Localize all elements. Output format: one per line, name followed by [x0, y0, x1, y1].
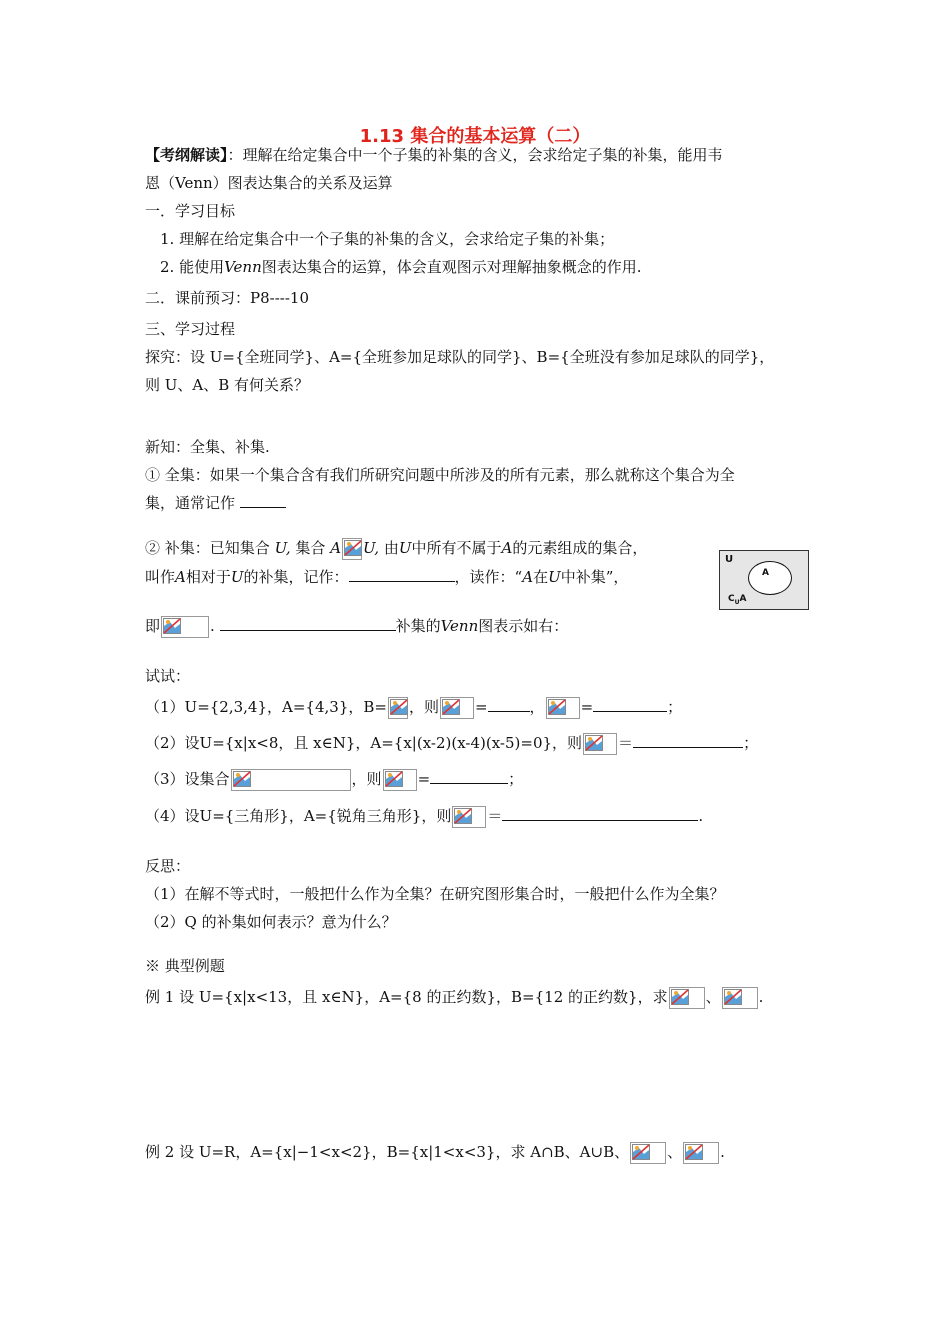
- explore-line-2: 则 U、A、B 有何关系？: [145, 376, 310, 394]
- quanji-line-2-text: 集，通常记作: [145, 494, 236, 512]
- dianxing-heading: ※ 典型例题: [145, 957, 225, 975]
- section3-heading: 三、学习过程: [145, 320, 236, 338]
- venn-u-label: U: [725, 554, 734, 565]
- buji-line-2: [145, 567, 628, 587]
- buji2-text-e: 的补集，记作：: [243, 568, 349, 586]
- objective-2-venn: Venn: [224, 258, 262, 276]
- q2-text: U={x|x<8，且 x∈N}，A={x|(x-2)(x-4)(x-5)=0}，则: [199, 734, 583, 752]
- complement-image-placeholder: [161, 616, 209, 638]
- q3-set-image: [231, 769, 351, 791]
- section2-heading: 二．课前预习：P8----10: [145, 289, 309, 307]
- objective-2: [160, 257, 642, 277]
- buji2-text-f: ，读作：“: [454, 568, 523, 586]
- ex2-sep: 、: [667, 1143, 683, 1161]
- q4-blank[interactable]: [502, 806, 698, 821]
- try-q2: [145, 733, 758, 755]
- buji2-text-a: 叫作: [145, 568, 176, 586]
- buji2-a2: A: [522, 568, 534, 586]
- buji2-u2: U: [548, 568, 561, 586]
- kaogang-label: 【考纲解读】: [145, 146, 228, 164]
- q1-a: A={4,3}，: [282, 698, 364, 716]
- q3-expr-image: [383, 769, 417, 791]
- venn-diagram: [719, 550, 809, 610]
- fansi-heading: 反思：: [145, 857, 191, 875]
- buji-text-a: ② 补集：已知集合: [145, 539, 270, 557]
- q1-b-image: [388, 697, 408, 719]
- try-q1: [145, 697, 682, 719]
- q1-end: ；: [667, 698, 683, 716]
- q1-num: （1）: [145, 698, 185, 716]
- q4-eq: ＝: [487, 807, 503, 825]
- ex1-expr2-image: [722, 987, 758, 1009]
- buji-u3: U: [398, 539, 412, 557]
- q2-eq: ＝: [618, 734, 634, 752]
- buji-text-i: 的元素组成的集合，: [512, 539, 648, 557]
- q4-text: U={三角形}，A={锐角三角形}，则: [199, 807, 452, 825]
- kaogang-line-2: 恩（Venn）图表达集合的关系及运算: [145, 174, 393, 192]
- ex2-text: 例 2 设 U=R，A={x|−1<x<2}，B={x|1<x<3}，求 A∩B、A∪B、: [145, 1143, 630, 1161]
- subset-image-placeholder: [342, 538, 362, 560]
- buji-a: A: [330, 539, 342, 557]
- ji-line: [145, 616, 568, 638]
- kaogang-text-1: ：理解在给定集合中一个子集的补集的含义，会求给定子集的补集，能用韦: [227, 146, 723, 164]
- buji-text-g: 中所有不属于: [411, 539, 502, 557]
- ji-venn: Venn: [440, 617, 479, 635]
- try-q4: [145, 806, 703, 828]
- buji2-text-h: 在: [533, 568, 549, 586]
- explore-line-1: 探究：设 U={全班同学}、A={全班参加足球队的同学}、B={全班没有参加足球队的同学}，: [145, 348, 775, 366]
- example-1: [145, 987, 763, 1009]
- fansi-q1: （1）在解不等式时，一般把什么作为全集？在研究图形集合时，一般把什么作为全集？: [145, 885, 725, 903]
- broken-image-icon: [632, 1144, 650, 1160]
- buji-text-e: 由: [383, 539, 399, 557]
- q3-pre: （3）设集合: [145, 770, 230, 788]
- ji-text-e: 图表示如右：: [478, 617, 569, 635]
- q1-eq1: =: [474, 698, 488, 716]
- buji-u2: U,: [363, 539, 380, 557]
- q1-u: U={2,3,4}，: [184, 698, 283, 716]
- q1-eq2: =: [580, 698, 594, 716]
- venn-complement-label: [728, 594, 746, 606]
- objective-1: 1. 理解在给定集合中一个子集的补集的含义，会求给定子集的补集；: [160, 230, 615, 248]
- quanji-line-2: [145, 493, 286, 513]
- q2-blank[interactable]: [633, 733, 743, 748]
- broken-image-icon: [163, 618, 181, 634]
- venn-c: C: [728, 594, 735, 604]
- q1-sep: ，: [529, 698, 545, 716]
- quanji-line-1: ① 全集：如果一个集合含有我们所研究问题中所涉及的所有元素，那么就称这个集合为全: [145, 466, 735, 484]
- venn-set-a: [748, 561, 792, 595]
- notation-blank[interactable]: [349, 567, 455, 582]
- broken-image-icon: [548, 699, 566, 715]
- broken-image-icon: [344, 540, 362, 556]
- ji-text-a: 即: [145, 617, 161, 635]
- broken-image-icon: [685, 1144, 703, 1160]
- broken-image-icon: [233, 771, 251, 787]
- broken-image-icon: [671, 989, 689, 1005]
- buji2-text-c: 相对于: [185, 568, 231, 586]
- buji-line-1: [145, 538, 647, 560]
- q3-blank[interactable]: [430, 769, 508, 784]
- ex2-expr1-image: [630, 1142, 666, 1164]
- q3-then: ，则: [351, 770, 382, 788]
- q4-end: .: [698, 807, 704, 825]
- ji-text-c: 补集的: [395, 617, 441, 635]
- q1-expr1-image: [440, 697, 474, 719]
- q4-pre: （4）设: [145, 807, 200, 825]
- broken-image-icon: [442, 699, 460, 715]
- ex2-expr2-image: [683, 1142, 719, 1164]
- buji2-text-j: 中补集”，: [560, 568, 629, 586]
- q3-eq: =: [417, 770, 431, 788]
- q1-then: ，则: [408, 698, 439, 716]
- buji-text-b: 集合: [295, 539, 326, 557]
- q2-end: ；: [743, 734, 759, 752]
- q4-expr-image: [452, 806, 486, 828]
- venn-c-a: A: [739, 594, 747, 604]
- broken-image-icon: [724, 989, 742, 1005]
- buji2-u: U: [230, 568, 244, 586]
- definition-blank[interactable]: [220, 616, 396, 631]
- objective-2-post: 图表达集合的运算，体会直观图示对理解抽象概念的作用.: [261, 258, 642, 276]
- example-2: [145, 1142, 725, 1164]
- ex1-end: .: [758, 988, 764, 1006]
- fansi-q2: （2）Q 的补集如何表示？意为什么？: [145, 913, 397, 931]
- broken-image-icon: [454, 808, 472, 824]
- q1-blank1[interactable]: [488, 697, 530, 712]
- xinzhi-heading: 新知：全集、补集.: [145, 438, 270, 456]
- venn-c-sub: U: [734, 598, 740, 606]
- venn-a-label: A: [762, 568, 769, 578]
- buji-u: U,: [274, 539, 291, 557]
- q2-expr-image: [583, 733, 617, 755]
- ex1-sep: 、: [705, 988, 721, 1006]
- broken-image-icon: [385, 771, 403, 787]
- broken-image-icon: [585, 735, 603, 751]
- page-title: 1.13 集合的基本运算（二）: [359, 126, 591, 147]
- buji-a2: A: [501, 539, 513, 557]
- buji2-a: A: [175, 568, 186, 586]
- ex1-expr1-image: [669, 987, 705, 1009]
- ji-text-b: .: [210, 617, 215, 635]
- q1-b: B=: [363, 698, 387, 716]
- q3-end: ；: [508, 770, 524, 788]
- broken-image-icon: [390, 699, 408, 715]
- kaogang-line-1: [145, 145, 723, 165]
- shishi-heading: 试试：: [145, 667, 191, 685]
- quanji-blank[interactable]: [240, 493, 286, 508]
- q1-expr2-image: [546, 697, 580, 719]
- try-q3: [145, 769, 523, 791]
- q1-blank2[interactable]: [593, 697, 667, 712]
- objective-2-pre: 2. 能使用: [160, 258, 225, 276]
- q2-pre: （2）设: [145, 734, 200, 752]
- ex2-end: .: [720, 1143, 725, 1161]
- ex1-text: 例 1 设 U={x|x<13，且 x∈N}，A={8 的正约数}，B={12 的正约数}，求: [145, 988, 668, 1006]
- section1-heading: 一．学习目标: [145, 202, 236, 220]
